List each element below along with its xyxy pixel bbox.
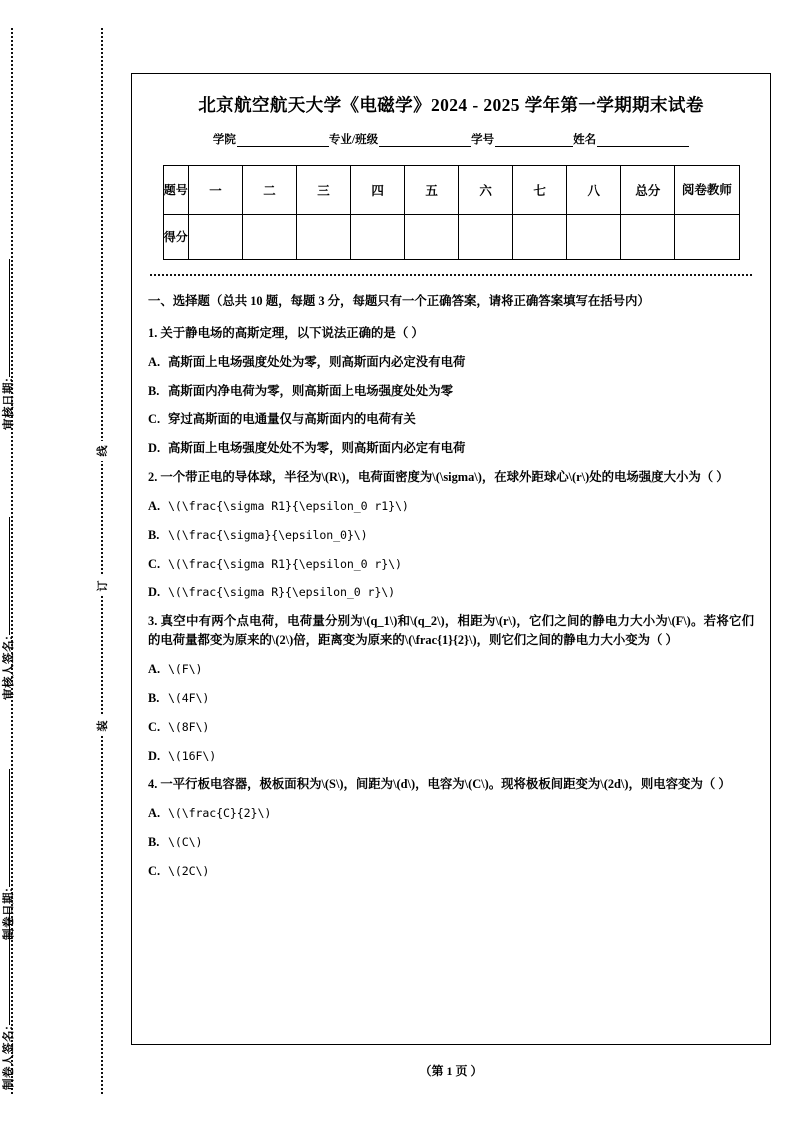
review-date-label [0,130,16,430]
question-1-text: 关于静电场的高斯定理，以下说法正确的是（ ） [160,325,424,340]
question-2-option-b-key: B. [148,527,160,542]
question-4-text: 一平行板电容器，极板面积为\(S\)，间距为\(d\)，电容为\(C\)。现将极板间距变为\(2d\)，则电容变为（ ） [160,777,731,792]
score-cell-4[interactable] [351,215,405,260]
inner-dashed-fold-line [101,28,103,1094]
score-col-header-3: 三 [297,166,351,215]
fold-mark-staple: 装 [91,716,113,736]
question-4-option-c-key: C. [148,863,161,878]
fold-mark-line: 线 [91,441,113,461]
score-col-header-4: 四 [351,166,405,215]
question-1-option-d[interactable] [148,439,754,458]
score-cell-5[interactable] [405,215,459,260]
question-4-option-b[interactable] [148,833,754,852]
question-3-option-d-text: \(16F\) [168,748,217,763]
question-4-option-c-text: \(2C\) [168,863,210,878]
exam-paper-frame [131,73,771,1045]
field-major-class-label: 专业/班级 [328,134,379,146]
field-student-name[interactable] [573,131,689,147]
score-cell-total[interactable] [621,215,675,260]
question-3-stem [148,612,754,650]
score-cell-1[interactable] [188,215,242,260]
question-4-option-a-text: \(\frac{C}{2}\) [168,806,272,821]
question-2-option-d-key: D. [148,585,161,600]
left-margin-annotations [0,0,120,1122]
reviewer-signature-text: 审核人签名: [3,635,15,700]
question-1-number: 1. [148,325,158,340]
score-col-header-teacher: 阅卷教师 [675,166,739,215]
question-4-option-b-key: B. [148,835,160,850]
fold-mark-bind: 订 [91,576,113,596]
score-col-header-5: 五 [405,166,459,215]
question-1-option-b[interactable] [148,382,754,401]
field-college-label: 学院 [212,134,236,146]
question-1-option-c[interactable] [148,410,754,429]
score-col-header-1: 一 [188,166,242,215]
question-3-number: 3. [148,614,158,629]
question-3-option-b-key: B. [148,690,160,705]
question-1-option-a-text: 高斯面上电场强度处处为零，则高斯面内必定没有电荷 [168,354,466,369]
score-table-row-label-question: 题号 [163,166,188,215]
question-3-option-a-text: \(F\) [168,661,203,676]
question-3-text: 真空中有两个点电荷，电荷量分别为\(q_1\)和\(q_2\)，相距为\(r\)，它们之间的静电力大小为\(F\)。若将它们的电荷量都变为原来的\(2\)倍，距离变为原来的\(\frac{1}{2}\)，则它们之间的静电力大小变为（ ） [148,614,754,648]
producer-signature-label [0,790,16,1090]
question-1-option-c-text: 穿过高斯面的电通量仅与高斯面内的电荷有关 [168,412,416,427]
student-info-row [148,131,754,147]
field-student-id-label: 学号 [471,134,495,146]
question-1-option-a[interactable] [148,353,754,372]
question-2-stem [148,468,754,487]
review-date-text: 审核日期: [3,377,15,430]
score-table [163,165,740,260]
score-table-row-label-score: 得分 [163,215,188,260]
score-cell-6[interactable] [459,215,513,260]
question-4-number: 4. [148,777,158,792]
field-student-id-input[interactable] [495,134,573,147]
question-1-stem [148,324,754,343]
question-3-option-b-text: \(4F\) [168,690,210,705]
table-row-question-numbers [163,166,739,215]
question-2-option-c-text: \(\frac{\sigma R1}{\epsilon_0 r}\) [168,556,402,571]
table-row-scores [163,215,739,260]
question-2 [148,468,754,602]
question-3-option-d-key: D. [148,748,161,763]
question-1-option-d-text: 高斯面上电场强度处处不为零，则高斯面内必定有电荷 [168,441,466,456]
question-2-text: 一个带正电的导体球，半径为\(R\)，电荷面密度为\(\sigma\)，在球外距球心\(r\)处的电场强度大小为（ ） [160,470,729,485]
question-2-option-a[interactable] [148,497,754,516]
question-2-option-a-key: A. [148,498,161,513]
field-student-name-input[interactable] [597,134,689,147]
section-heading-multiple-choice: 一、选择题（总共 10 题，每题 3 分，每题只有一个正确答案，请将正确答案填写在括号内） [148,294,650,308]
page-footer: （第 1 页 ） [419,1064,483,1078]
question-2-option-b-text: \(\frac{\sigma}{\epsilon_0}\) [168,527,368,542]
field-major-class[interactable] [329,131,471,147]
question-1-option-a-key: A. [148,354,161,369]
score-cell-3[interactable] [297,215,351,260]
score-col-header-7: 七 [513,166,567,215]
field-major-class-input[interactable] [379,134,471,147]
exam-body [148,292,754,881]
question-3-option-a-key: A. [148,661,161,676]
score-cell-8[interactable] [567,215,621,260]
page-title: 北京航空航天大学《电磁学》2024 - 2025 学年第一学期期末试卷 [198,95,704,115]
question-1-option-b-key: B. [148,383,160,398]
question-3-option-b[interactable] [148,689,754,708]
question-3-option-c-key: C. [148,719,161,734]
question-3-option-a[interactable] [148,660,754,679]
question-2-option-c[interactable] [148,555,754,574]
question-3-option-d[interactable] [148,747,754,766]
field-college[interactable] [213,131,329,147]
question-3 [148,612,754,765]
review-date-underline [8,259,10,377]
question-4-option-a[interactable] [148,804,754,823]
dotted-separator [150,274,752,276]
question-4 [148,775,754,880]
question-1-option-d-key: D. [148,441,161,456]
producer-signature-underline [8,907,10,1025]
question-4-stem [148,775,754,794]
question-2-option-d[interactable] [148,583,754,602]
field-student-id[interactable] [471,131,573,147]
score-col-header-8: 八 [567,166,621,215]
field-student-name-label: 姓名 [573,134,597,146]
question-1-option-b-text: 高斯面内净电荷为零，则高斯面上电场强度处处为零 [168,383,453,398]
question-2-option-a-text: \(\frac{\sigma R1}{\epsilon_0 r1}\) [168,498,409,513]
question-2-option-d-text: \(\frac{\sigma R}{\epsilon_0 r}\) [168,585,396,600]
score-cell-teacher[interactable] [675,215,739,260]
question-2-option-b[interactable] [148,526,754,545]
score-col-header-total: 总分 [621,166,675,215]
reviewer-signature-underline [8,517,10,635]
question-2-number: 2. [148,470,158,485]
question-3-option-c-text: \(8F\) [168,719,210,734]
field-college-input[interactable] [237,134,329,147]
question-1 [148,324,754,458]
score-col-header-6: 六 [459,166,513,215]
question-2-option-c-key: C. [148,556,161,571]
score-col-header-2: 二 [243,166,297,215]
question-4-option-c[interactable] [148,862,754,881]
produce-date-text: 制卷日期: [3,887,15,940]
score-cell-7[interactable] [513,215,567,260]
question-1-option-c-key: C. [148,412,161,427]
question-4-option-a-key: A. [148,806,161,821]
question-4-option-b-text: \(C\) [168,835,203,850]
score-cell-2[interactable] [243,215,297,260]
producer-signature-text: 制卷人签名: [3,1025,15,1090]
question-3-option-c[interactable] [148,718,754,737]
